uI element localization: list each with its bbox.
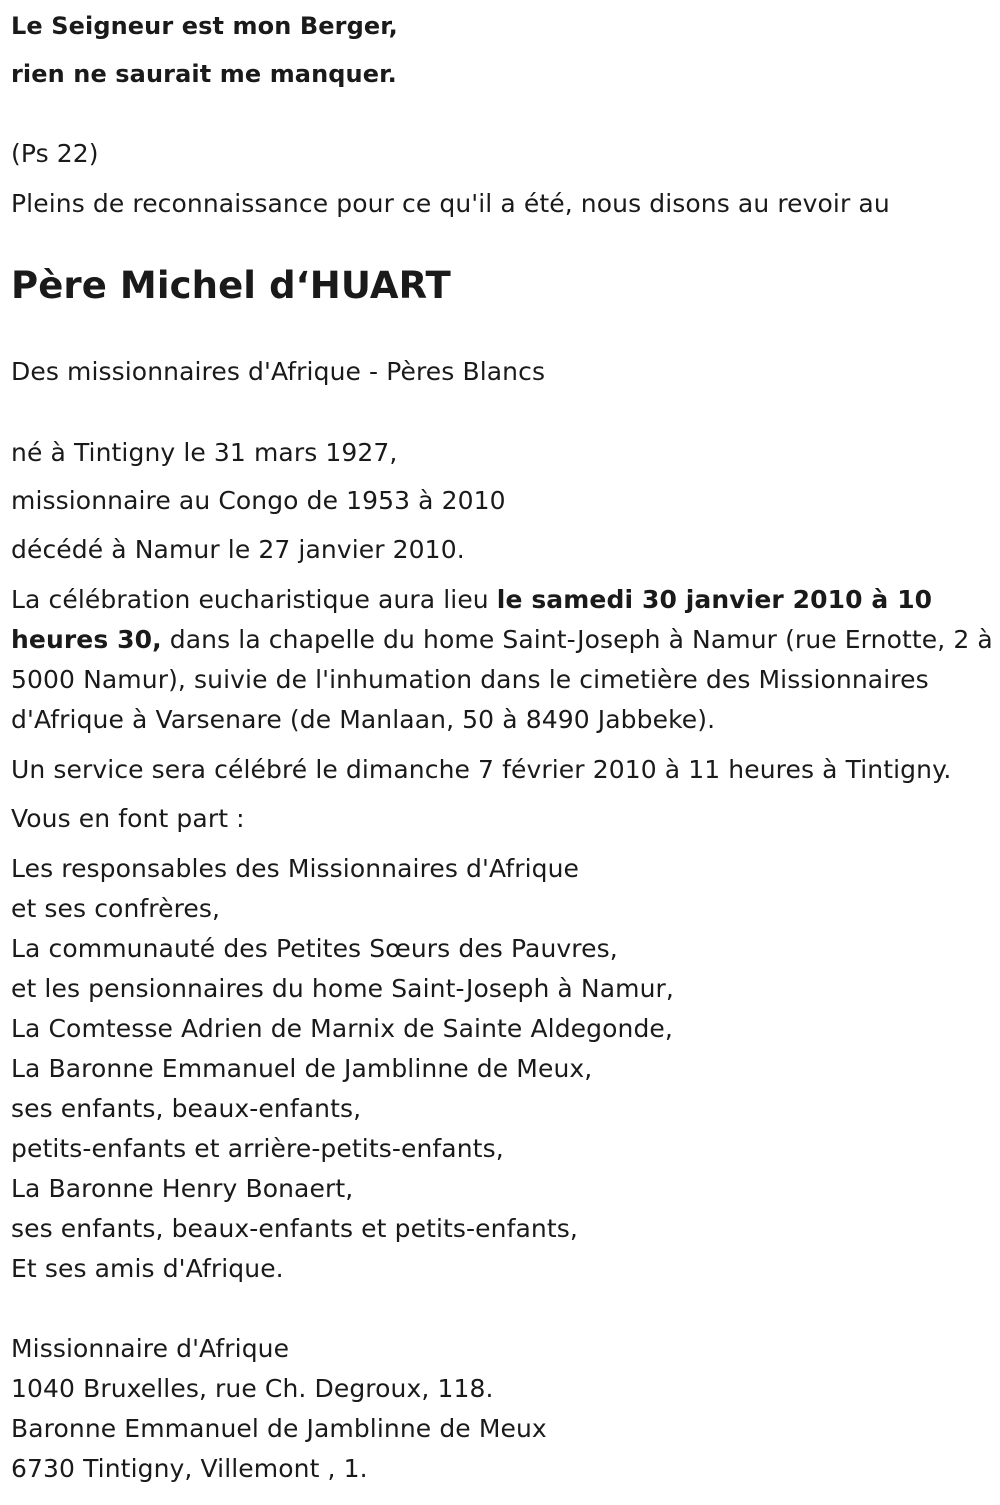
religious-order: Des missionnaires d'Afrique - Pères Blancs [11,357,546,386]
mourner-line: La communauté des Petites Sœurs des Pauvres, [11,934,618,963]
mourner-line: La Comtesse Adrien de Marnix de Sainte Aldegonde, [11,1014,673,1043]
announce-label: Vous en font part : [11,804,245,833]
intro-text: Pleins de reconnaissance pour ce qu'il a été, nous disons au revoir au [11,189,890,218]
deceased-name: Père Michel d‘HUART [11,264,451,307]
mourner-line: Les responsables des Missionnaires d'Afrique [11,854,580,883]
bio-mission: missionnaire au Congo de 1953 à 2010 [11,486,506,515]
mourner-line: ses enfants, beaux-enfants, [11,1094,362,1123]
address-line: Baronne Emmanuel de Jamblinne de Meux [11,1414,547,1443]
ceremony-details: dans la chapelle du home Saint-Joseph à Namur (rue Ernotte, 2 à 5000 Namur), suivie de l'inhumation dans le cimetière des Missionnaires d'Afrique à Varsenare (de Manlaan, 50 à 8490 Jabbeke). [11,625,993,734]
address-line: Missionnaire d'Afrique [11,1334,290,1363]
bio-death: décédé à Namur le 27 janvier 2010. [11,535,465,564]
mourner-line: petits-enfants et arrière-petits-enfants, [11,1134,504,1163]
address-line: 1040 Bruxelles, rue Ch. Degroux, 118. [11,1374,494,1403]
mourner-line: La Baronne Emmanuel de Jamblinne de Meux, [11,1054,593,1083]
ceremony-prefix: La célébration eucharistique aura lieu [11,585,497,614]
bio-birth: né à Tintigny le 31 mars 1927, [11,438,398,467]
mourner-line: ses enfants, beaux-enfants et petits-enfants, [11,1214,578,1243]
verse-line-2: rien ne saurait me manquer. [11,60,397,88]
address-line: 6730 Tintigny, Villemont , 1. [11,1454,368,1483]
psalm-reference: (Ps 22) [11,139,99,168]
mourner-line: Et ses amis d'Afrique. [11,1254,284,1283]
mourner-line: et les pensionnaires du home Saint-Joseph à Namur, [11,974,674,1003]
service-announcement: Un service sera célébré le dimanche 7 février 2010 à 11 heures à Tintigny. [11,755,952,784]
mourner-line: et ses confrères, [11,894,221,923]
verse-line-1: Le Seigneur est mon Berger, [11,12,398,40]
ceremony-date: le samedi 30 janvier 2010 à 10 heures 30, [11,585,933,654]
ceremony-paragraph [11,580,996,740]
mourner-line: La Baronne Henry Bonaert, [11,1174,354,1203]
